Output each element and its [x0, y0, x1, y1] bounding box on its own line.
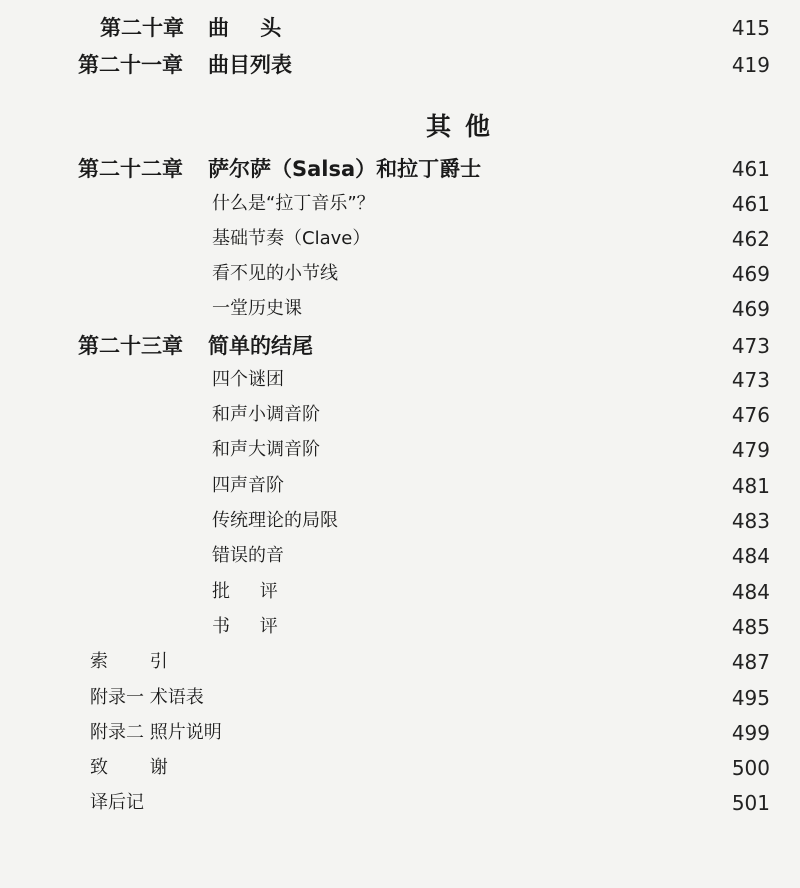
page-number: 419	[731, 53, 770, 77]
page-number: 501	[731, 791, 770, 815]
toc-section-entry[interactable]	[0, 187, 800, 221]
section-title: 错误的音	[212, 545, 284, 566]
section-title: 批 评	[212, 581, 290, 602]
page-number: 462	[731, 227, 770, 251]
chapter-number: 第二十一章	[78, 53, 183, 77]
toc-entry-appendix-2[interactable]	[0, 716, 800, 750]
toc-section-entry[interactable]	[0, 433, 800, 467]
section-title: 基础节奏（Clave）	[212, 228, 371, 249]
page-number: 484	[731, 544, 770, 568]
page-number: 473	[731, 368, 770, 392]
page-number: 415	[731, 16, 770, 40]
toc-entry-chapter-21[interactable]	[0, 48, 800, 82]
toc-section-entry[interactable]	[0, 398, 800, 432]
toc-entry-index[interactable]	[0, 645, 800, 679]
section-title: 和声大调音阶	[212, 439, 320, 460]
part-heading: 其他	[425, 112, 504, 141]
toc-section-entry[interactable]	[0, 222, 800, 256]
page-number: 499	[731, 721, 770, 745]
toc-section-entry[interactable]	[0, 363, 800, 397]
toc-section-entry[interactable]	[0, 469, 800, 503]
page-number: 484	[731, 580, 770, 604]
page-number: 483	[731, 509, 770, 533]
back-matter-title: 附录二 照片说明	[90, 722, 222, 743]
page-number: 461	[731, 157, 770, 181]
page-number: 476	[731, 403, 770, 427]
page-number: 485	[731, 615, 770, 639]
section-title: 四声音阶	[212, 475, 284, 496]
page-number: 495	[731, 686, 770, 710]
toc-section-entry[interactable]	[0, 610, 800, 644]
toc-section-entry[interactable]	[0, 539, 800, 573]
toc-entry-chapter-22[interactable]	[0, 152, 800, 186]
toc-entry-chapter-23[interactable]	[0, 329, 800, 363]
toc-entry-acknowledgements[interactable]	[0, 751, 800, 785]
toc-section-entry[interactable]	[0, 575, 800, 609]
toc-section-entry[interactable]	[0, 257, 800, 291]
chapter-title: 简单的结尾	[208, 334, 313, 358]
back-matter-title: 附录一 术语表	[90, 687, 204, 708]
toc-entry-appendix-1[interactable]	[0, 681, 800, 715]
toc-entry-chapter-20[interactable]	[0, 11, 800, 45]
page-number: 487	[731, 650, 770, 674]
page-number: 469	[731, 297, 770, 321]
toc-entry-translator-afterword[interactable]	[0, 786, 800, 820]
chapter-number: 第二十三章	[78, 334, 183, 358]
chapter-number: 第二十二章	[78, 157, 183, 181]
back-matter-title: 译后记	[90, 792, 144, 813]
section-title: 什么是“拉丁音乐”？	[212, 193, 375, 214]
section-title: 四个谜团	[212, 369, 284, 390]
page-number: 461	[731, 192, 770, 216]
page-number: 469	[731, 262, 770, 286]
section-title: 传统理论的局限	[212, 510, 338, 531]
page-number: 481	[731, 474, 770, 498]
chapter-title: 萨尔萨（Salsa）和拉丁爵士	[208, 157, 482, 181]
page-number: 473	[731, 334, 770, 358]
chapter-title: 曲 头	[208, 16, 294, 40]
chapter-number: 第二十章	[100, 16, 184, 40]
section-title: 看不见的小节线	[212, 263, 338, 284]
back-matter-title: 致 谢	[90, 757, 186, 778]
toc-section-entry[interactable]	[0, 292, 800, 326]
toc-section-entry[interactable]	[0, 504, 800, 538]
section-title: 和声小调音阶	[212, 404, 320, 425]
page-number: 479	[731, 438, 770, 462]
section-title: 一堂历史课	[212, 298, 302, 319]
back-matter-title: 索 引	[90, 651, 186, 672]
page-number: 500	[731, 756, 770, 780]
chapter-title: 曲目列表	[208, 53, 292, 77]
section-title: 书 评	[212, 616, 290, 637]
